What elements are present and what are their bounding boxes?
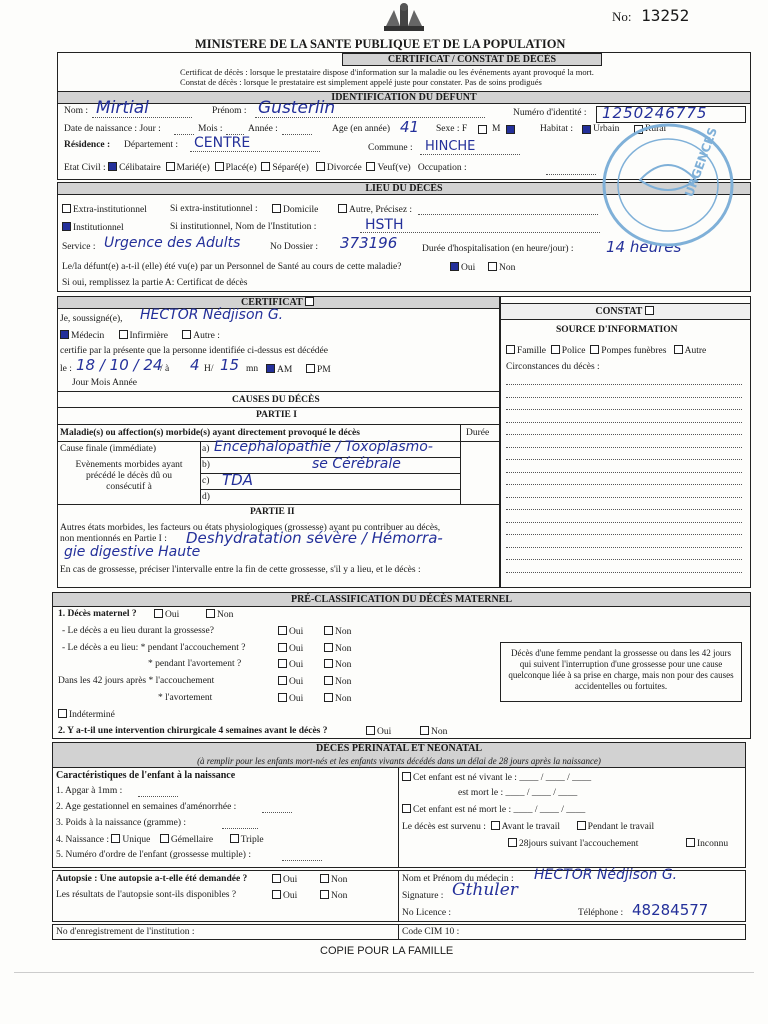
triple-label: Triple	[240, 835, 264, 845]
maladies-top-rule	[57, 424, 500, 425]
maternel-oui-checkbox[interactable]	[278, 659, 287, 668]
resultats-oui-label: Oui	[283, 891, 298, 901]
maternel-oui-label: Oui	[289, 677, 304, 687]
urbain-label: Urbain	[593, 124, 620, 134]
carac-title: Caractéristiques de l'enfant à la naissance	[56, 770, 236, 781]
q1-non-checkbox[interactable]	[206, 609, 215, 618]
circonstances-line[interactable]	[506, 547, 742, 548]
infirmiere-checkbox[interactable]	[119, 330, 128, 339]
autopsie-question: Autopsie : Une autopsie a-t-elle été demandée ?	[56, 874, 248, 884]
maternel-non-label: Non	[335, 627, 352, 637]
gemellaire-checkbox[interactable]	[160, 834, 169, 843]
prenom-line	[255, 117, 485, 118]
soussigne-label: Je, soussigné(e),	[60, 314, 123, 324]
inst-label: Institutionnel	[73, 223, 124, 233]
prenom-label: Prénom :	[212, 106, 247, 116]
dept-value[interactable]: CENTRE	[194, 135, 251, 151]
duree-header: Durée	[466, 428, 490, 438]
causes-top-rule	[57, 391, 500, 392]
perinatal-header	[52, 742, 746, 768]
survenu-label: Le décès est survenu :	[402, 822, 486, 832]
row-c-label: c)	[202, 476, 210, 486]
cert-header-bar: CERTIFICAT / CONSTAT DE DÉCÈS	[342, 53, 602, 66]
q1e-text: * l'avortement	[158, 693, 213, 703]
inst-row	[62, 222, 124, 234]
indetermine-label: Indéterminé	[69, 710, 115, 720]
q2-text: 2. Y a-t-il une intervention chirurgicale 4 semaines avant le décès ?	[58, 726, 328, 736]
maternel-non-label: Non	[335, 677, 352, 687]
autopsie-col-rule	[398, 870, 399, 922]
maternel-non-option	[324, 659, 351, 671]
autres-text: Autres états morbides, les facteurs ou états physiologiques (grossesse) ayant pu contribuer au décès,	[60, 523, 441, 533]
date-deces-value[interactable]: 18 / 10 / 24	[76, 356, 163, 374]
maternel-oui-label: Oui	[289, 627, 304, 637]
q2-oui-label: Oui	[377, 727, 392, 737]
vu-oui-checkbox[interactable]	[450, 262, 459, 271]
q1b-text: - Le décès a eu lieu: * pendant l'accouchement ?	[62, 643, 246, 653]
cause-a2-value[interactable]: se Cérébrale	[312, 456, 401, 472]
maternel-oui-checkbox[interactable]	[278, 693, 287, 702]
inst-value[interactable]: HSTH	[365, 217, 404, 233]
poids-line	[222, 828, 258, 829]
jours28-row	[508, 838, 638, 850]
maternel-non-checkbox[interactable]	[324, 693, 333, 702]
haiti-coat-of-arms-logo	[380, 2, 428, 34]
unique-checkbox[interactable]	[111, 834, 120, 843]
etat-civil-row	[64, 162, 467, 174]
certificat-checkbox[interactable]	[305, 297, 314, 306]
dob-annee-line	[282, 134, 312, 135]
maternel-non-checkbox[interactable]	[324, 676, 333, 685]
am-checkbox[interactable]	[266, 364, 275, 373]
numid-value[interactable]: 1250246775	[602, 104, 708, 122]
registration-col-rule	[398, 924, 399, 940]
pm-checkbox[interactable]	[306, 364, 315, 373]
prenom-value[interactable]: Gusterlin	[258, 98, 336, 118]
circonstances-line[interactable]	[506, 484, 742, 485]
jours28-label: 28jours suivant l'accouchement	[519, 839, 639, 849]
infirmiere-label: Infirmière	[129, 331, 169, 341]
circonstances-label: Circonstances du décès :	[506, 362, 600, 372]
autre-source-checkbox[interactable]	[674, 345, 683, 354]
si-oui-text: Si oui, remplissez la partie A: Certificat de décès	[62, 278, 248, 288]
triple-checkbox[interactable]	[230, 834, 239, 843]
divorce-label: Divorcée	[326, 163, 362, 173]
divorce-checkbox[interactable]	[316, 162, 325, 171]
maternal-definition-note: Décès d'une femme pendant la grossesse ou dans les 42 jours qui suivent l'interruption d'une grossesse pour une cause quelconque liée à sa prise en charge, mais non pour des causes accidentelles ou fortuites.	[500, 642, 742, 702]
nom-value[interactable]: Mirtial	[96, 98, 149, 118]
circonstances-line[interactable]	[506, 447, 742, 448]
nom-medecin-value[interactable]: HECTOR Nédjison G.	[534, 867, 678, 883]
maternel-header: PRÉ-CLASSIFICATION DU DÉCÈS MATERNEL	[52, 592, 751, 607]
pendant-travail-label: Pendant le travail	[587, 822, 655, 832]
partie2-value1[interactable]: Deshydratation sévère / Hémorra-	[186, 529, 443, 547]
cim-label: Code CIM 10 :	[402, 927, 460, 937]
cause-a-value[interactable]: Encephalopathie / Toxoplasmo-	[214, 439, 433, 455]
q2-non-label: Non	[431, 727, 448, 737]
q1d-text: Dans les 42 jours après * l'accouchement	[58, 676, 215, 686]
resultats-non	[320, 890, 347, 902]
maternel-non-option	[324, 693, 351, 705]
dossier-label: No Dossier :	[270, 242, 319, 252]
naissance-label: 4. Naissance :	[56, 835, 110, 845]
extra-checkbox[interactable]	[62, 204, 71, 213]
si-extra-label: Si extra-institutionnel :	[170, 204, 258, 214]
indetermine-checkbox[interactable]	[58, 709, 67, 718]
cert-line2: Constat de décès : lorsque le prestataire est simplement appelé juste pour constater. Pas de soins prodigués	[180, 77, 542, 87]
maternel-oui-checkbox[interactable]	[278, 676, 287, 685]
ne-mort-row: Cet enfant est né mort le : ____ / ____ / ____	[402, 804, 585, 816]
numid-label: Numéro d'identité :	[513, 108, 587, 118]
constat-header	[500, 303, 751, 320]
lieu-header: LIEU DU DÉCÈS	[57, 182, 751, 195]
autre-lieu-line	[418, 214, 598, 215]
maternel-non-option	[324, 626, 351, 638]
cause-c-value[interactable]: TDA	[222, 471, 253, 489]
number-value: 13252	[641, 6, 690, 25]
inst-line	[360, 232, 600, 233]
autopsie-non-checkbox[interactable]	[320, 874, 329, 883]
mois-label: Mois :	[198, 124, 223, 134]
service-label: Service :	[62, 242, 96, 252]
ne-vivant-label: Cet enfant est né vivant le :	[413, 773, 517, 783]
dept-line	[190, 151, 320, 152]
urbain-checkbox[interactable]	[582, 125, 591, 134]
circonstances-line[interactable]	[506, 434, 742, 435]
veuf-label: Veuf(ve)	[377, 163, 411, 173]
certifie-text: certifie par la présente que la personne identifiée ci-dessus est décédée	[60, 346, 328, 356]
resultats-non-label: Non	[331, 891, 348, 901]
autre-lieu-row	[338, 204, 412, 216]
rural-label: Rural	[645, 124, 667, 134]
autopsie-oui	[272, 874, 297, 886]
sexe-label: Sexe : F	[436, 124, 468, 134]
autre-lieu-checkbox[interactable]	[338, 204, 347, 213]
resultats-non-checkbox[interactable]	[320, 890, 329, 899]
dossier-value[interactable]: 373196	[340, 234, 398, 252]
q1c-text: * pendant l'avortement ?	[148, 659, 242, 669]
separe-label: Séparé(e)	[272, 163, 309, 173]
constat-section	[500, 296, 751, 588]
inconnu-label: Inconnu	[697, 839, 729, 849]
circonstances-line[interactable]	[506, 409, 742, 410]
vu-oui-row	[450, 262, 475, 274]
vu-oui-label: Oui	[461, 263, 476, 273]
naissance-row	[56, 834, 264, 846]
police-label: Police	[561, 346, 586, 356]
maternel-oui-label: Oui	[289, 694, 304, 704]
medecin-checkbox[interactable]	[60, 330, 69, 339]
jours28-checkbox[interactable]	[508, 838, 517, 847]
sexe-f-checkbox[interactable]	[478, 125, 487, 134]
dept-label: Département :	[124, 140, 179, 150]
maternel-non-label: Non	[335, 660, 352, 670]
ne-vivant-row: Cet enfant est né vivant le : ____ / ____ / ____	[402, 772, 591, 784]
circonstances-line[interactable]	[506, 422, 742, 423]
enregistrement-label: No d'enregistrement de l'institution :	[56, 927, 195, 937]
jour-mois-annee: Jour Mois Année	[72, 378, 137, 388]
partie2-top-rule	[57, 504, 500, 505]
mn-label: mn	[246, 364, 259, 374]
le-label: le :	[60, 364, 72, 374]
occupation-line	[546, 174, 596, 175]
number-label: No:	[612, 9, 632, 24]
cause-finale-text: Cause finale (immédiate)	[60, 444, 157, 454]
identification-header: IDENTIFICATION DU DÉFUNT	[57, 91, 751, 104]
perinatal-title: DÉCÈS PÉRINATAL ET NÉONATAL	[315, 743, 483, 754]
annee-label: Année :	[248, 124, 278, 134]
nom-medecin-label: Nom et Prénom du médecin :	[402, 874, 514, 884]
sexe-m-checkbox[interactable]	[506, 125, 515, 134]
avant-travail-checkbox[interactable]	[491, 821, 500, 830]
circonstances-line[interactable]	[506, 459, 742, 460]
indetermine-row	[58, 709, 115, 721]
circonstances-line[interactable]	[506, 509, 742, 510]
autre-prof-checkbox[interactable]	[182, 330, 191, 339]
source-options	[506, 345, 706, 357]
pendant-travail-checkbox[interactable]	[577, 821, 586, 830]
police-checkbox[interactable]	[551, 345, 560, 354]
etat-label: Etat Civil :	[64, 163, 106, 173]
separe-checkbox[interactable]	[261, 162, 270, 171]
marie-checkbox[interactable]	[166, 162, 175, 171]
pompes-label: Pompes funèbres	[601, 346, 667, 356]
circonstances-line[interactable]	[506, 572, 742, 573]
vu-non-label: Non	[499, 263, 516, 273]
service-value[interactable]: Urgence des Adults	[104, 235, 241, 251]
heure-value[interactable]: 4	[190, 356, 200, 374]
vu-non-row	[488, 262, 515, 274]
apgar-line	[138, 796, 178, 797]
certificat-title: CERTIFICAT	[240, 297, 303, 308]
ordre-text: 5. Numéro d'ordre de l'enfant (grossesse multiple) :	[56, 850, 251, 860]
inst-checkbox[interactable]	[62, 222, 71, 231]
signature-value: Gthuler	[452, 880, 518, 900]
maladies-header: Maladie(s) ou affection(s) morbide(s) ayant directement provoqué le décès	[60, 428, 360, 438]
unique-label: Unique	[122, 835, 151, 845]
am-label: AM	[277, 365, 293, 375]
commune-line	[420, 154, 520, 155]
apgar-text: 1. Apgar à 1mm :	[56, 786, 123, 796]
maternel-non-label: Non	[335, 694, 352, 704]
q1-oui-label: Oui	[165, 610, 180, 620]
evenements-label: Evènements morbides ayant précédé le décès dû ou consécutif à	[75, 460, 183, 492]
autre-prof-label: Autre :	[193, 331, 220, 341]
mort-le-label: est mort le :	[458, 788, 504, 798]
autopsie-oui-label: Oui	[283, 875, 298, 885]
occupation-label: Occupation :	[417, 163, 467, 173]
domicile-label: Domicile	[283, 205, 319, 215]
partie2-value2[interactable]: gie digestive Haute	[64, 544, 201, 560]
maternel-oui-option	[278, 659, 303, 671]
duree-value[interactable]: 14 heures	[606, 238, 682, 256]
domicile-row	[272, 204, 318, 216]
vu-question: Le/la défunt(e) a-t-il (elle) été vu(e) par un Personnel de Santé au cours de cette maladie?	[62, 262, 402, 272]
mort-le-row: est mort le : ____ / ____ / ____	[458, 788, 578, 798]
marie-label: Marié(e)	[176, 163, 210, 173]
circonstances-line[interactable]	[506, 472, 742, 473]
q1-text: 1. Décès maternel ?	[58, 609, 137, 619]
nom-line	[92, 117, 192, 118]
q2-non	[420, 726, 447, 738]
q1a-text: - Le décès a eu lieu durant la grossesse?	[62, 626, 214, 636]
q1-oui-checkbox[interactable]	[154, 609, 163, 618]
resultats-question: Les résultats de l'autopsie sont-ils disponibles ?	[56, 890, 237, 900]
cause-finale-label	[60, 444, 156, 455]
grossesse-text: En cas de grossesse, préciser l'intervalle entre la fin de cette grossesse, s'il y a lieu, et le décès :	[60, 565, 421, 575]
pompes-checkbox[interactable]	[590, 345, 599, 354]
age-value[interactable]: 41	[400, 118, 420, 136]
circonstances-line[interactable]	[506, 559, 742, 560]
circonstances-line[interactable]	[506, 384, 742, 385]
pm-row	[306, 364, 331, 376]
resultats-oui-checkbox[interactable]	[272, 890, 281, 899]
autopsie-oui-checkbox[interactable]	[272, 874, 281, 883]
duree-col-rule	[460, 424, 461, 504]
circonstances-line[interactable]	[506, 397, 742, 398]
ministry-title: MINISTERE DE LA SANTE PUBLIQUE ET DE LA POPULATION	[195, 37, 566, 51]
maternel-oui-label: Oui	[289, 644, 304, 654]
maternel-oui-option	[278, 643, 303, 655]
q2-oui	[366, 726, 391, 738]
autopsie-non	[320, 874, 347, 886]
a-label: / à	[160, 364, 170, 374]
nom-label: Nom :	[64, 106, 89, 116]
maternel-non-option	[324, 676, 351, 688]
veuf-checkbox[interactable]	[366, 162, 375, 171]
si-inst-label: Si institutionnel, Nom de l'Institution :	[170, 222, 317, 232]
maternel-oui-checkbox[interactable]	[278, 643, 287, 652]
stamp-text: URGENCES	[682, 125, 721, 199]
autre-source-label: Autre	[684, 346, 707, 356]
q1-oui	[154, 609, 179, 621]
celibataire-label: Célibataire	[119, 163, 161, 173]
profession-row	[60, 330, 220, 342]
maternel-oui-option	[278, 693, 303, 705]
extra-row	[62, 204, 147, 216]
q1-non-label: Non	[217, 610, 234, 620]
famille-label: Famille	[517, 346, 547, 356]
constat-title: CONSTAT	[595, 306, 643, 317]
habitat-label: Habitat :	[540, 124, 573, 134]
min-value[interactable]: 15	[220, 356, 240, 374]
non-mentionnes: non mentionnés en Partie I :	[60, 534, 167, 544]
inconnu-checkbox[interactable]	[686, 838, 695, 847]
q2-non-checkbox[interactable]	[420, 726, 429, 735]
age-label: Age (en année)	[332, 124, 391, 134]
place-checkbox[interactable]	[215, 162, 224, 171]
autre-lieu-label: Autre, Précisez :	[349, 205, 413, 215]
maternel-oui-option	[278, 626, 303, 638]
row-b-label: b)	[202, 460, 210, 470]
ne-vivant-checkbox[interactable]	[402, 772, 411, 781]
commune-label: Commune :	[368, 143, 413, 153]
partie2-title: PARTIE II	[250, 507, 295, 517]
row-a-label: a)	[202, 444, 210, 454]
perinatal-col-rule	[398, 768, 399, 868]
place-label: Placé(e)	[225, 163, 257, 173]
extra-label: Extra-institutionnel	[73, 205, 147, 215]
avant-travail-label: Avant le travail	[501, 822, 561, 832]
m-label: M	[492, 124, 501, 134]
am-row	[266, 364, 292, 376]
copie-famille: COPIE POUR LA FAMILLE	[320, 945, 454, 957]
survenu-row	[402, 821, 654, 833]
maternel-non-label: Non	[335, 644, 352, 654]
maternel-non-checkbox[interactable]	[324, 659, 333, 668]
signature-label: Signature :	[402, 891, 444, 901]
ne-mort-checkbox[interactable]	[402, 804, 411, 813]
row-cd-rule	[200, 489, 460, 490]
poids-text: 3. Poids à la naissance (gramme) :	[56, 818, 187, 828]
duree-label: Durée d'hospitalisation (en heure/jour) :	[422, 244, 574, 254]
gemellaire-label: Gémellaire	[170, 835, 214, 845]
age-gest-line	[262, 812, 292, 813]
urgences-stamp	[600, 120, 736, 250]
residence-label: Résidence :	[64, 140, 111, 150]
h-label: H/	[204, 364, 214, 374]
celibataire-checkbox[interactable]	[108, 162, 117, 171]
maternel-non-checkbox[interactable]	[324, 643, 333, 652]
maternel-oui-checkbox[interactable]	[278, 626, 287, 635]
licence-label: No Licence :	[402, 908, 452, 918]
maternel-non-checkbox[interactable]	[324, 626, 333, 635]
maternel-oui-option	[278, 676, 303, 688]
domicile-checkbox[interactable]	[272, 204, 281, 213]
maternel-oui-label: Oui	[289, 660, 304, 670]
circonstances-line[interactable]	[506, 497, 742, 498]
dob-jour-line	[174, 134, 194, 135]
autopsie-non-label: Non	[331, 875, 348, 885]
vu-non-checkbox[interactable]	[488, 262, 497, 271]
cert-line1: Certificat de décès : lorsque le prestataire dispose d'information sur la maladie ou les événements ayant provoqué la mort.	[180, 67, 594, 77]
ne-mort-label: Cet enfant est né mort le :	[413, 805, 512, 815]
perinatal-subtitle: (à remplir pour les enfants mort-nés et les enfants vivants décédés dans un délai de 28 jours après la naissance)	[197, 756, 601, 766]
soussigne-value[interactable]: HECTOR Nédjison G.	[140, 307, 284, 323]
resultats-oui	[272, 890, 297, 902]
tel-value[interactable]: 48284577	[632, 901, 709, 919]
maternel-non-option	[324, 643, 351, 655]
ordre-line	[282, 860, 322, 861]
partie1-top-rule	[57, 407, 500, 408]
famille-checkbox[interactable]	[506, 345, 515, 354]
circonstances-line[interactable]	[506, 534, 742, 535]
tel-label: Téléphone :	[578, 908, 624, 918]
commune-value[interactable]: HINCHE	[425, 139, 476, 154]
row-d-label: d)	[202, 492, 210, 502]
dob-label: Date de naissance : Jour :	[64, 124, 161, 134]
pm-label: PM	[317, 365, 331, 375]
medecin-label: Médecin	[71, 331, 105, 341]
circonstances-line[interactable]	[506, 522, 742, 523]
partie1-title: PARTIE I	[256, 410, 297, 420]
q2-oui-checkbox[interactable]	[366, 726, 375, 735]
source-info: SOURCE D'INFORMATION	[556, 325, 678, 335]
inconnu-row	[686, 838, 728, 850]
bottom-rule	[14, 972, 754, 973]
constat-checkbox[interactable]	[645, 306, 654, 315]
age-gest-text: 2. Age gestationnel en semaines d'aménorrhée :	[56, 802, 237, 812]
causes-title: CAUSES DU DÉCÈS	[232, 395, 320, 405]
q1-non	[206, 609, 233, 621]
document-number	[612, 6, 689, 25]
